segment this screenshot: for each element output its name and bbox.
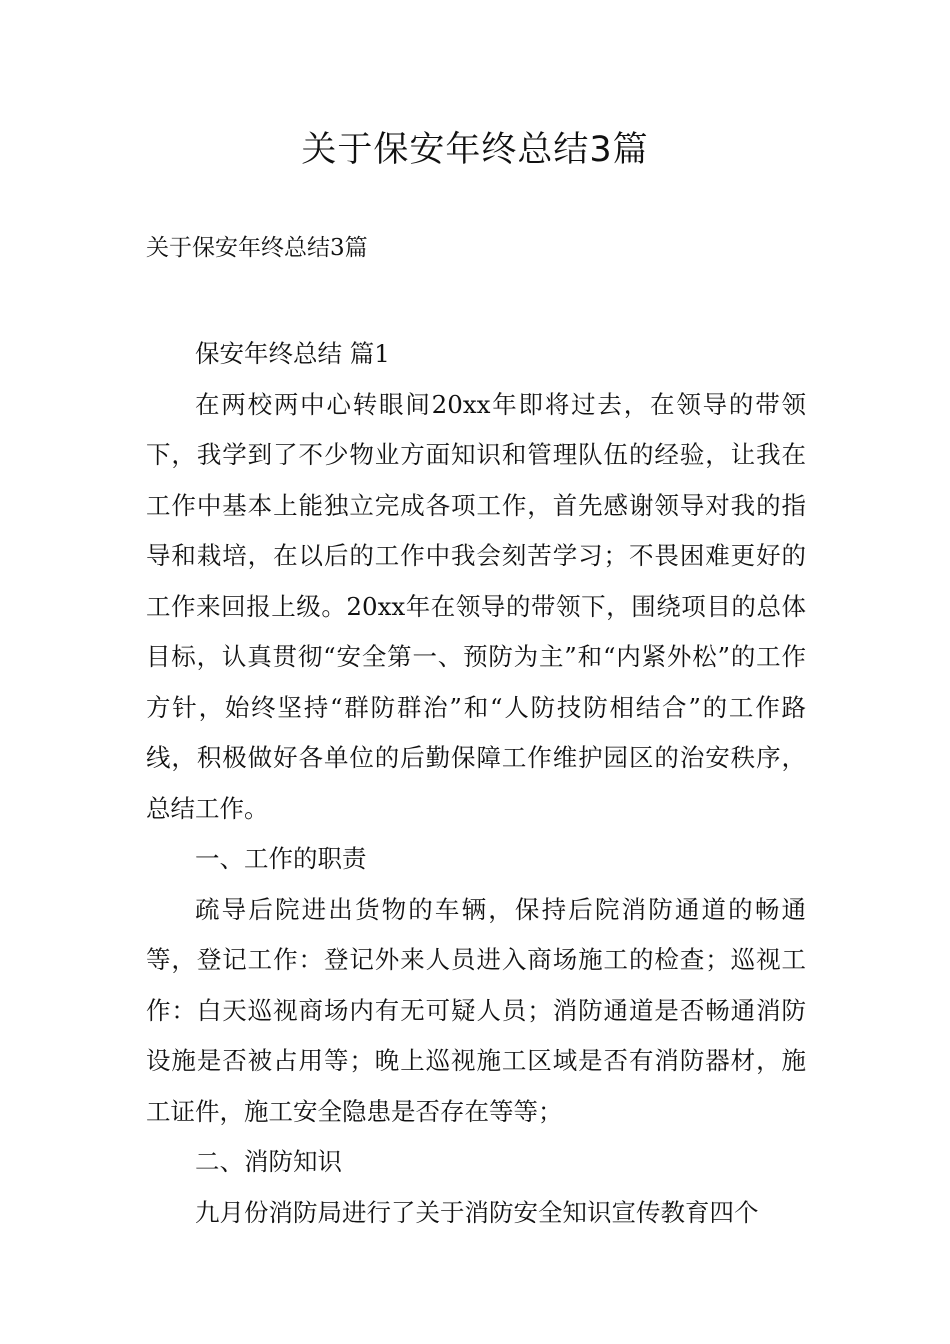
document-subtitle: 关于保安年终总结3篇 (146, 235, 368, 261)
heading-fire-knowledge: 二、消防知识 (195, 1147, 342, 1176)
section-heading: 保安年终总结 篇1 (195, 339, 390, 368)
paragraph-intro: 在两校两中心转眼间20xx年即将过去，在领导的带领下，我学到了不少物业方面知识和管理队伍的经验，让我在工作中基本上能独立完成各项工作，首先感谢领导对我的指导和栽培，在以后的工作中我会刻苦学习；不畏困难更好的工作来回报上级。20xx年在领导的带领下，围绕项目的总体目标，认真贯彻“安全第一、预防为主”和“内紧外松”的工作方针，始终坚持“群防群治”和“人防技防相结合”的工作路线，积极做好各单位的后勤保障工作维护园区的治安秩序，总结工作。 (146, 389, 806, 823)
document-body (146, 329, 806, 1238)
heading-duties: 一、工作的职责 (195, 844, 367, 873)
paragraph-duties: 疏导后院进出货物的车辆，保持后院消防通道的畅通等，登记工作：登记外来人员进入商场施工的检查；巡视工作：白天巡视商场内有无可疑人员；消防通道是否畅通消防设施是否被占用等；晚上巡视施工区域是否有消防器材，施工证件，施工安全隐患是否存在等等； (146, 894, 806, 1126)
document-title: 关于保安年终总结3篇 (301, 130, 649, 170)
paragraph-fire-knowledge: 九月份消防局进行了关于消防安全知识宣传教育四个 (195, 1197, 759, 1227)
